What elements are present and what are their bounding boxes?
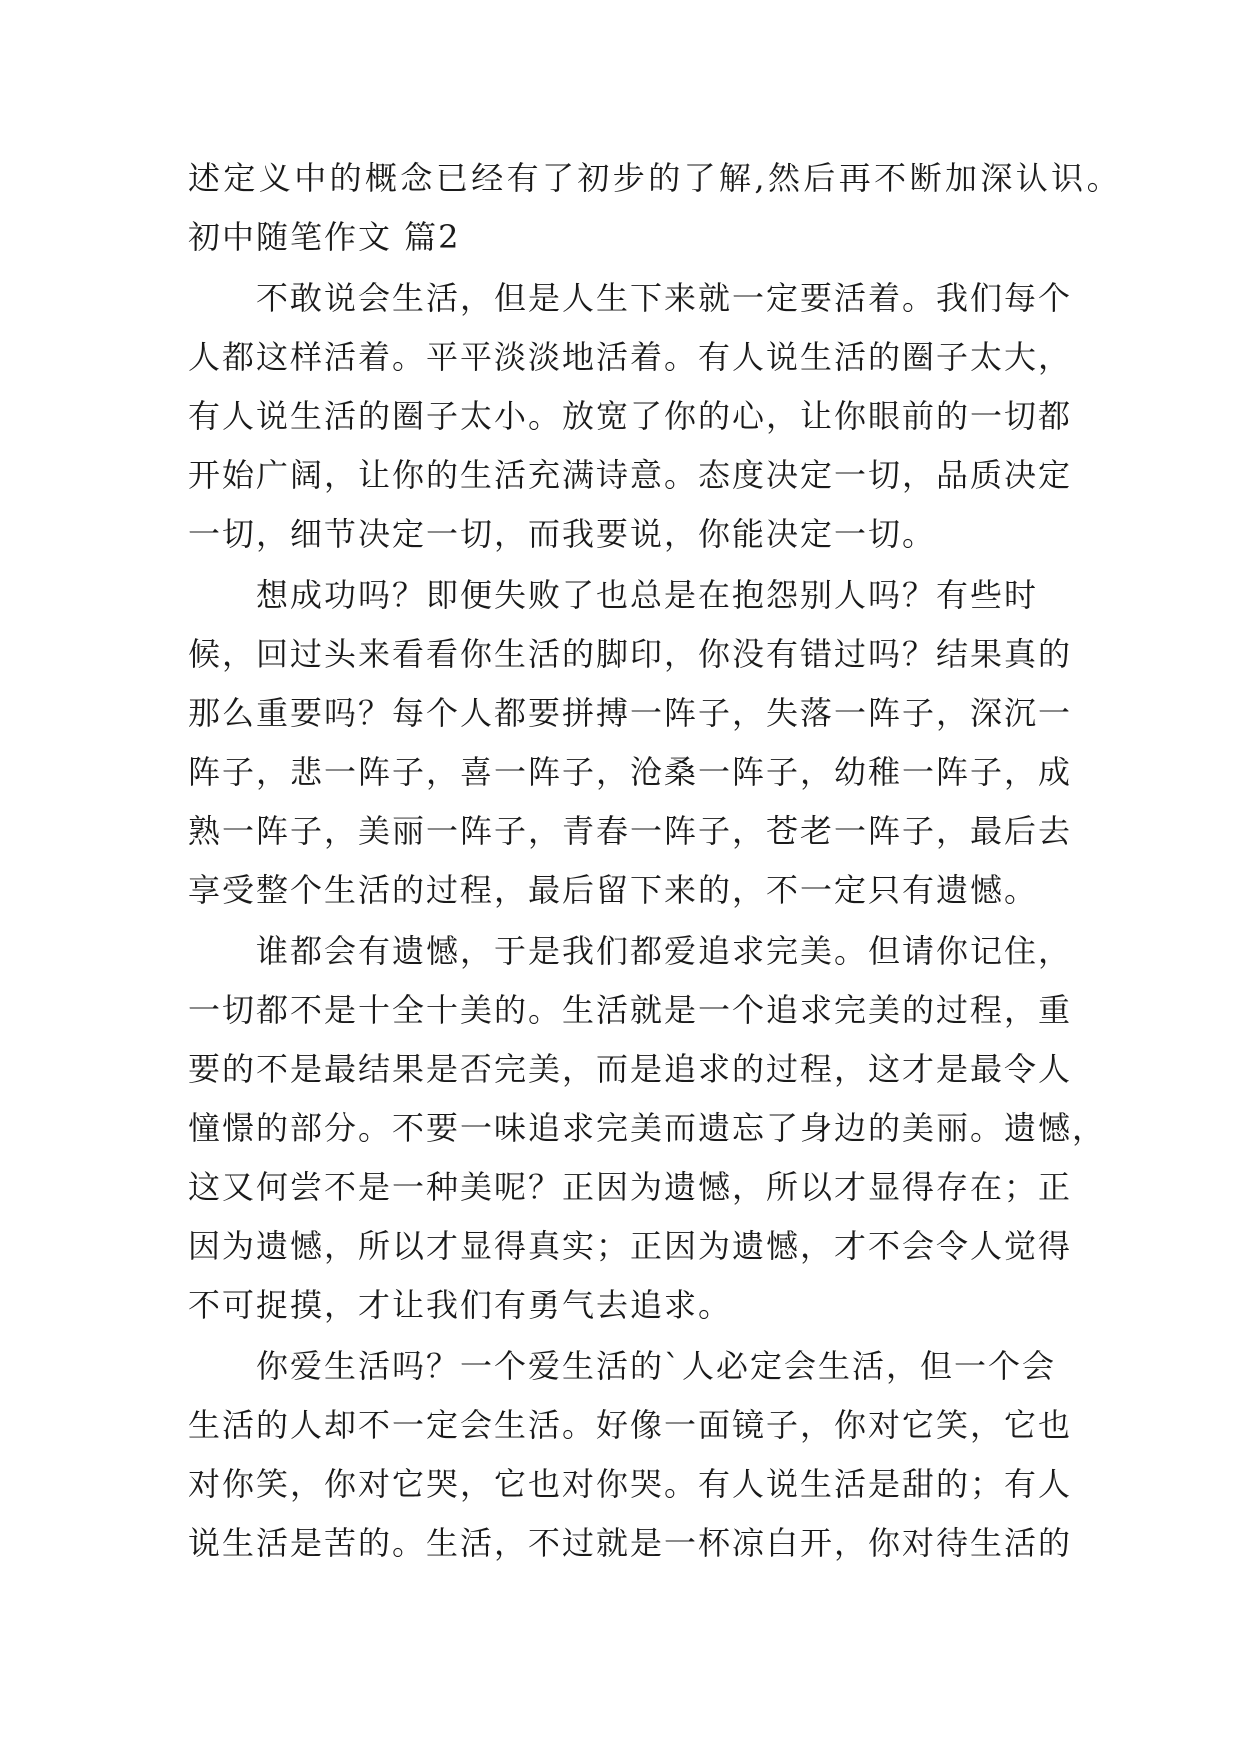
text-line: 生活的人却不一定会生活。好像一面镜子，你对它笑，它也 <box>188 1406 1073 1444</box>
text-line: 要的不是最结果是否完美，而是追求的过程，这才是最令人 <box>188 1050 1073 1088</box>
text-line: 享受整个生活的过程，最后留下来的，不一定只有遗憾。 <box>188 871 1039 909</box>
text-line: 不敢说会生活，但是人生下来就一定要活着。我们每个 <box>256 279 1073 317</box>
text-line: 想成功吗？即便失败了也总是在抱怨别人吗？有些时 <box>256 576 1039 614</box>
text-line: 憧憬的部分。不要一味追求完美而遗忘了身边的美丽。遗憾， <box>188 1109 1107 1147</box>
text-line: 谁都会有遗憾，于是我们都爱追求完美。但请你记住， <box>256 932 1073 970</box>
section-heading: 初中随笔作文 篇2 <box>188 218 461 256</box>
text-line: 述定义中的概念已经有了初步的了解,然后再不断加深认识。 <box>188 159 1122 197</box>
text-line: 有人说生活的圈子太小。放宽了你的心，让你眼前的一切都 <box>188 397 1073 435</box>
text-line: 一切，细节决定一切，而我要说，你能决定一切。 <box>188 515 937 553</box>
text-line: 开始广阔，让你的生活充满诗意。态度决定一切，品质决定 <box>188 456 1073 494</box>
text-line: 这又何尝不是一种美呢？正因为遗憾，所以才显得存在；正 <box>188 1168 1073 1206</box>
text-line: 候，回过头来看看你生活的脚印，你没有错过吗？结果真的 <box>188 635 1073 673</box>
text-line: 你爱生活吗？一个爱生活的`人必定会生活，但一个会 <box>256 1347 1057 1385</box>
text-line: 阵子，悲一阵子，喜一阵子，沧桑一阵子，幼稚一阵子，成 <box>188 753 1073 791</box>
text-line: 因为遗憾，所以才显得真实；正因为遗憾，才不会令人觉得 <box>188 1227 1073 1265</box>
text-line: 那么重要吗？每个人都要拼搏一阵子，失落一阵子，深沉一 <box>188 694 1073 732</box>
text-line: 不可捉摸，才让我们有勇气去追求。 <box>188 1286 733 1324</box>
text-line: 一切都不是十全十美的。生活就是一个追求完美的过程，重 <box>188 991 1073 1029</box>
text-line: 熟一阵子，美丽一阵子，青春一阵子，苍老一阵子，最后去 <box>188 812 1073 850</box>
text-line: 对你笑，你对它哭，它也对你哭。有人说生活是甜的；有人 <box>188 1465 1073 1503</box>
text-line: 人都这样活着。平平淡淡地活着。有人说生活的圈子太大， <box>188 338 1073 376</box>
text-line: 说生活是苦的。生活，不过就是一杯凉白开，你对待生活的 <box>188 1524 1073 1562</box>
